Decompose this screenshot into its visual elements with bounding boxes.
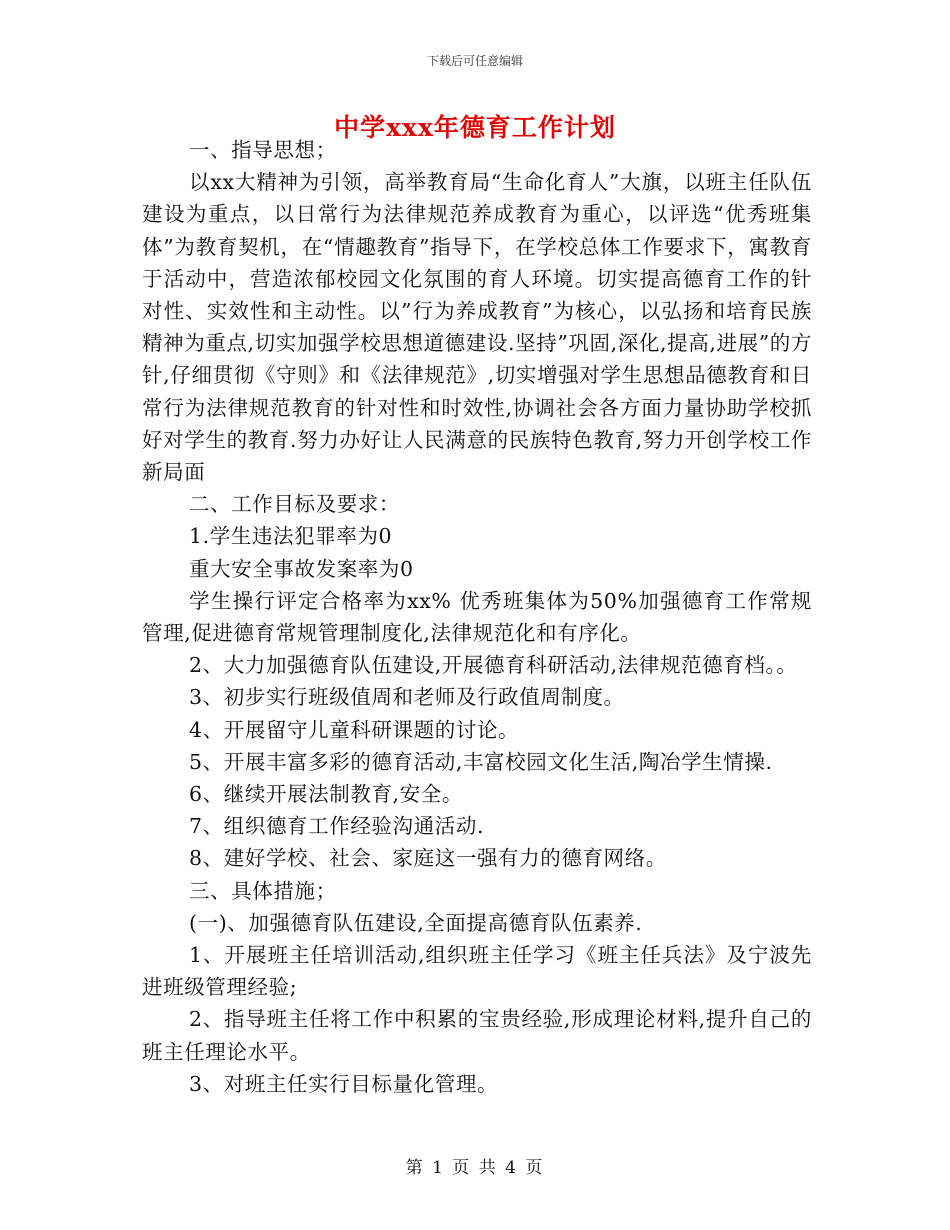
list-item: 重大安全事故发案率为0 (189, 556, 414, 581)
list-item: 1、开展班主任培训活动,组织班主任学习《班主任兵法》及宁波先进班级管理经验; (142, 943, 812, 1000)
section-heading: 一、指导思想； (189, 138, 337, 162)
list-item: 3、初步实行班级值周和老师及行政值周制度。 (189, 685, 625, 710)
list-item: 3、对班主任实行目标量化管理。 (189, 1071, 499, 1096)
document-body (142, 134, 812, 1100)
page-number-footer: 第 1 页 共 4 页 (405, 1158, 545, 1178)
list-item: 5、开展丰富多彩的德育活动,丰富校园文化生活,陶冶学生情操. (189, 749, 773, 774)
list-item: 8、建好学校、社会、家庭这一强有力的德育网络。 (189, 846, 667, 871)
body-paragraph: 学生操行评定合格率为xx% 优秀班集体为50%加强德育工作常规管理,促进德育常规管理制度化,法律规范化和有序化。 (142, 588, 812, 646)
section-heading: 二、工作目标及要求： (189, 492, 400, 517)
list-item: 1.学生违法犯罪率为0 (189, 524, 393, 549)
list-item: 7、组织德育工作经验沟通活动. (189, 814, 485, 839)
section-heading: 三、具体措施； (189, 878, 337, 903)
list-item: 2、大力加强德育队伍建设,开展德育科研活动,法律规范德育档。。 (189, 653, 798, 678)
subsection-heading: (一)、加强德育队伍建设,全面提高德育队伍素养. (189, 910, 643, 935)
document-title: 中学xxx年德育工作计划 (334, 113, 616, 142)
list-item: 2、指导班主任将工作中积累的宝贵经验,形成理论材料,提升自己的班主任理论水平。 (142, 1007, 812, 1064)
list-item: 6、继续开展法制教育,安全。 (189, 782, 463, 807)
list-item: 4、开展留守儿童科研课题的讨论。 (189, 717, 520, 742)
header-note: 下载后可任意编辑 (426, 54, 523, 68)
body-paragraph: 以xx大精神为引领，高举教育局“生命化育人”大旗，以班主任队伍建设为重点，以日常行为法律规范养成教育为重心，以评选“优秀班集体”为教育契机，在“情趣教育”指导下，在学校总体工作要求下，寓教育于活动中，营造浓郁校园文化氛围的育人环境。切实提高德育工作的针对性、实效性和主动性。以”行为养成教育”为核心，以弘扬和培育民族精神为重点,切实加强学校思想道德建设.坚持”巩固,深化,提高,进展”的方针,仔细贯彻《守则》和《法律规范》,切实增强对学生思想品德教育和日常行为法律规范教育的针对性和时效性,协调社会各方面力量协助学校抓好对学生的教育.努力办好让人民满意的民族特色教育,努力开创学校工作新局面 (142, 170, 812, 485)
